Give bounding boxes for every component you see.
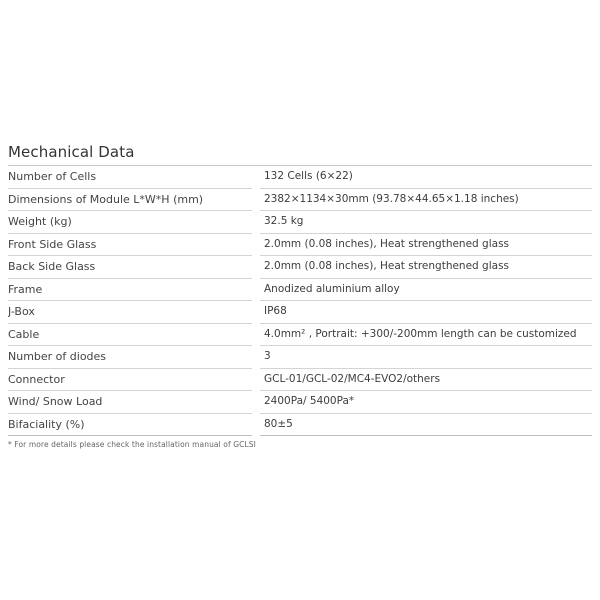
spec-label: Weight (kg) [8, 211, 252, 234]
spec-value: 132 Cells (6×22) [260, 166, 592, 188]
spec-value: Anodized aluminium alloy [260, 278, 592, 301]
column-gap [252, 211, 260, 234]
spec-table-body [8, 166, 592, 436]
spec-label: Connector [8, 368, 252, 391]
table-row [8, 413, 592, 436]
spec-label: Front Side Glass [8, 233, 252, 256]
table-row [8, 323, 592, 346]
spec-label: Bifaciality (%) [8, 413, 252, 436]
table-row [8, 211, 592, 234]
table-row [8, 256, 592, 279]
mechanical-data-section [8, 141, 592, 449]
spec-label: Cable [8, 323, 252, 346]
spec-label: J-Box [8, 301, 252, 324]
column-gap [252, 188, 260, 211]
spec-value: 2.0mm (0.08 inches), Heat strengthened glass [260, 256, 592, 279]
spec-value: GCL-01/GCL-02/MC4-EVO2/others [260, 368, 592, 391]
column-gap [252, 368, 260, 391]
spec-value: IP68 [260, 301, 592, 324]
column-gap [252, 278, 260, 301]
table-row [8, 188, 592, 211]
spec-value: 2382×1134×30mm (93.78×44.65×1.18 inches) [260, 188, 592, 211]
table-row [8, 166, 592, 188]
footnote: * For more details please check the installation manual of GCLSI [8, 440, 256, 449]
spec-value: 32.5 kg [260, 211, 592, 234]
table-row [8, 233, 592, 256]
column-gap [252, 166, 260, 188]
column-gap [252, 346, 260, 369]
column-gap [252, 256, 260, 279]
section-title: Mechanical Data [8, 141, 592, 166]
spec-label: Number of diodes [8, 346, 252, 369]
table-row [8, 301, 592, 324]
table-row [8, 391, 592, 414]
spec-value: 80±5 [260, 413, 592, 436]
column-gap [252, 301, 260, 324]
table-row [8, 278, 592, 301]
spec-value: 3 [260, 346, 592, 369]
spec-value: 4.0mm² , Portrait: +300/-200mm length can be customized [260, 323, 592, 346]
column-gap [252, 391, 260, 414]
column-gap [252, 323, 260, 346]
spec-table [8, 166, 592, 436]
spec-label: Number of Cells [8, 166, 252, 188]
spec-value: 2.0mm (0.08 inches), Heat strengthened glass [260, 233, 592, 256]
spec-label: Wind/ Snow Load [8, 391, 252, 414]
table-row [8, 346, 592, 369]
spec-value: 2400Pa/ 5400Pa* [260, 391, 592, 414]
column-gap [252, 233, 260, 256]
column-gap [252, 413, 260, 436]
spec-label: Back Side Glass [8, 256, 252, 279]
spec-label: Dimensions of Module L*W*H (mm) [8, 188, 252, 211]
table-row [8, 368, 592, 391]
spec-label: Frame [8, 278, 252, 301]
